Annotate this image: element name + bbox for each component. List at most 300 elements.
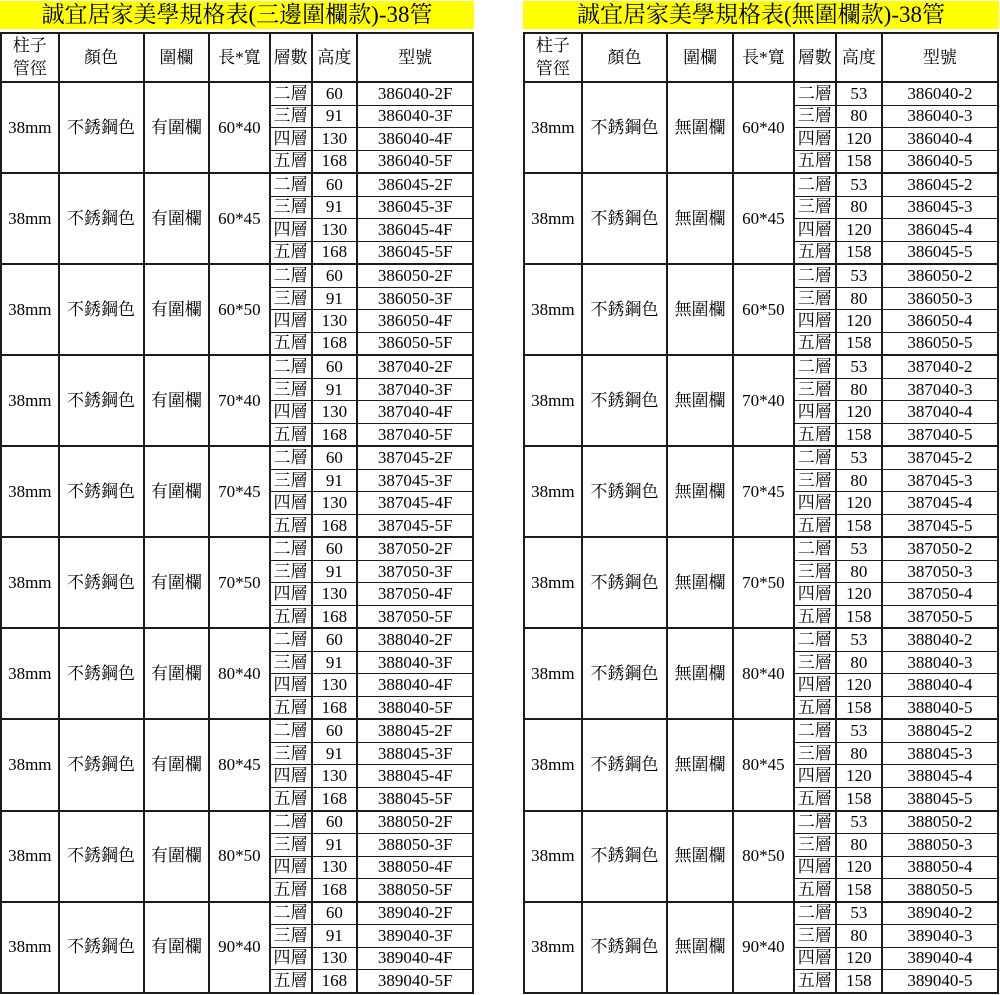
cell-size: 60*50 bbox=[733, 264, 794, 355]
cell-color: 不銹鋼色 bbox=[59, 719, 144, 810]
cell-height: 130 bbox=[312, 765, 358, 787]
cell-layers: 二層 bbox=[794, 173, 836, 196]
cell-model: 386040-2F bbox=[357, 82, 473, 105]
table-row-group-start bbox=[524, 811, 998, 834]
cell-layers: 五層 bbox=[794, 332, 836, 355]
cell-layers: 五層 bbox=[794, 150, 836, 173]
cell-height: 130 bbox=[312, 856, 358, 878]
cell-height: 91 bbox=[312, 196, 358, 218]
cell-height: 53 bbox=[836, 628, 882, 651]
cell-layers: 二層 bbox=[270, 264, 312, 287]
cell-height: 168 bbox=[312, 879, 358, 902]
cell-model: 387045-3 bbox=[882, 469, 998, 491]
cell-model: 386045-2 bbox=[882, 173, 998, 196]
cell-model: 388045-5F bbox=[357, 787, 473, 810]
cell-height: 168 bbox=[312, 332, 358, 355]
cell-size: 70*45 bbox=[209, 446, 269, 537]
cell-height: 158 bbox=[836, 787, 882, 810]
cell-model: 386040-5 bbox=[882, 150, 998, 173]
cell-fence: 有圍欄 bbox=[144, 811, 210, 902]
cell-height: 120 bbox=[836, 310, 882, 332]
cell-layers: 三層 bbox=[794, 378, 836, 400]
cell-height: 53 bbox=[836, 82, 882, 105]
cell-layers: 二層 bbox=[270, 811, 312, 834]
cell-fence: 無圍欄 bbox=[667, 355, 733, 446]
cell-height: 158 bbox=[836, 241, 882, 264]
cell-height: 158 bbox=[836, 605, 882, 628]
cell-color: 不銹鋼色 bbox=[582, 811, 667, 902]
cell-model: 388050-5 bbox=[882, 879, 998, 902]
cell-model: 386050-3F bbox=[357, 287, 473, 309]
cell-model: 388050-3F bbox=[357, 834, 473, 856]
cell-layers: 三層 bbox=[794, 743, 836, 765]
cell-fence: 有圍欄 bbox=[144, 719, 210, 810]
cell-layers: 五層 bbox=[794, 696, 836, 719]
spec-grid-fenced bbox=[0, 32, 474, 994]
cell-height: 120 bbox=[836, 492, 882, 514]
cell-height: 120 bbox=[836, 128, 882, 150]
cell-model: 387045-4 bbox=[882, 492, 998, 514]
cell-height: 80 bbox=[836, 469, 882, 491]
cell-diameter: 38mm bbox=[1, 537, 59, 628]
cell-fence: 無圍欄 bbox=[667, 537, 733, 628]
cell-height: 120 bbox=[836, 219, 882, 241]
cell-layers: 二層 bbox=[794, 719, 836, 742]
cell-color: 不銹鋼色 bbox=[582, 902, 667, 993]
col-header-layers: 層數 bbox=[270, 33, 312, 82]
cell-height: 91 bbox=[312, 378, 358, 400]
cell-height: 80 bbox=[836, 196, 882, 218]
cell-layers: 四層 bbox=[794, 856, 836, 878]
cell-diameter: 38mm bbox=[1, 82, 59, 173]
col-header-color: 顏色 bbox=[582, 33, 667, 82]
cell-height: 120 bbox=[836, 947, 882, 969]
cell-height: 80 bbox=[836, 925, 882, 947]
cell-diameter: 38mm bbox=[1, 628, 59, 719]
cell-color: 不銹鋼色 bbox=[59, 264, 144, 355]
cell-height: 130 bbox=[312, 219, 358, 241]
cell-height: 91 bbox=[312, 469, 358, 491]
cell-size: 70*45 bbox=[733, 446, 794, 537]
cell-model: 389040-4F bbox=[357, 947, 473, 969]
spec-table-no-fence bbox=[523, 1, 999, 994]
cell-layers: 五層 bbox=[794, 787, 836, 810]
cell-model: 386045-4 bbox=[882, 219, 998, 241]
cell-layers: 五層 bbox=[270, 970, 312, 993]
cell-layers: 四層 bbox=[270, 492, 312, 514]
cell-layers: 五層 bbox=[270, 696, 312, 719]
cell-layers: 二層 bbox=[794, 82, 836, 105]
cell-height: 158 bbox=[836, 332, 882, 355]
cell-layers: 三層 bbox=[794, 560, 836, 582]
cell-model: 387040-3 bbox=[882, 378, 998, 400]
cell-model: 387050-4 bbox=[882, 583, 998, 605]
table-row-group-start bbox=[524, 82, 998, 105]
cell-layers: 二層 bbox=[270, 355, 312, 378]
cell-fence: 有圍欄 bbox=[144, 537, 210, 628]
cell-layers: 二層 bbox=[794, 355, 836, 378]
cell-height: 130 bbox=[312, 492, 358, 514]
cell-diameter: 38mm bbox=[1, 719, 59, 810]
cell-model: 388045-4F bbox=[357, 765, 473, 787]
cell-height: 168 bbox=[312, 787, 358, 810]
cell-size: 80*50 bbox=[209, 811, 269, 902]
cell-size: 70*40 bbox=[209, 355, 269, 446]
cell-model: 386045-2F bbox=[357, 173, 473, 196]
cell-height: 120 bbox=[836, 856, 882, 878]
cell-height: 60 bbox=[312, 82, 358, 105]
cell-model: 388040-4 bbox=[882, 674, 998, 696]
cell-height: 91 bbox=[312, 560, 358, 582]
cell-model: 387045-5F bbox=[357, 514, 473, 537]
cell-height: 80 bbox=[836, 743, 882, 765]
cell-model: 388050-2 bbox=[882, 811, 998, 834]
cell-layers: 三層 bbox=[794, 105, 836, 127]
cell-layers: 二層 bbox=[794, 264, 836, 287]
cell-layers: 三層 bbox=[794, 469, 836, 491]
cell-color: 不銹鋼色 bbox=[59, 355, 144, 446]
cell-height: 168 bbox=[312, 423, 358, 446]
spec-table-three-side-fence bbox=[0, 1, 474, 994]
cell-layers: 三層 bbox=[794, 834, 836, 856]
cell-model: 386040-2 bbox=[882, 82, 998, 105]
cell-fence: 無圍欄 bbox=[667, 446, 733, 537]
cell-layers: 四層 bbox=[270, 128, 312, 150]
cell-model: 387040-3F bbox=[357, 378, 473, 400]
cell-layers: 二層 bbox=[794, 537, 836, 560]
cell-height: 120 bbox=[836, 583, 882, 605]
cell-size: 70*50 bbox=[733, 537, 794, 628]
cell-model: 387045-5 bbox=[882, 514, 998, 537]
cell-height: 53 bbox=[836, 355, 882, 378]
table-row-group-start bbox=[1, 902, 473, 925]
cell-model: 388050-4 bbox=[882, 856, 998, 878]
cell-diameter: 38mm bbox=[1, 446, 59, 537]
cell-model: 387040-2 bbox=[882, 355, 998, 378]
cell-height: 168 bbox=[312, 150, 358, 173]
cell-diameter: 38mm bbox=[1, 902, 59, 993]
cell-model: 388045-2 bbox=[882, 719, 998, 742]
cell-height: 130 bbox=[312, 128, 358, 150]
cell-model: 386050-3 bbox=[882, 287, 998, 309]
cell-layers: 三層 bbox=[270, 378, 312, 400]
cell-height: 80 bbox=[836, 105, 882, 127]
cell-model: 387045-4F bbox=[357, 492, 473, 514]
col-header-size: 長*寬 bbox=[209, 33, 269, 82]
cell-color: 不銹鋼色 bbox=[582, 82, 667, 173]
cell-diameter: 38mm bbox=[1, 173, 59, 264]
cell-color: 不銹鋼色 bbox=[59, 628, 144, 719]
cell-size: 90*40 bbox=[209, 902, 269, 993]
cell-model: 388045-3 bbox=[882, 743, 998, 765]
cell-layers: 五層 bbox=[794, 879, 836, 902]
cell-model: 386050-4 bbox=[882, 310, 998, 332]
cell-model: 389040-4 bbox=[882, 947, 998, 969]
cell-size: 80*40 bbox=[209, 628, 269, 719]
cell-layers: 二層 bbox=[270, 719, 312, 742]
col-header-size: 長*寬 bbox=[733, 33, 794, 82]
cell-layers: 五層 bbox=[794, 605, 836, 628]
cell-diameter: 38mm bbox=[524, 82, 582, 173]
cell-layers: 四層 bbox=[794, 583, 836, 605]
cell-layers: 二層 bbox=[270, 902, 312, 925]
table-row-group-start bbox=[1, 264, 473, 287]
cell-height: 168 bbox=[312, 970, 358, 993]
cell-fence: 有圍欄 bbox=[144, 355, 210, 446]
cell-model: 386040-3 bbox=[882, 105, 998, 127]
cell-size: 60*40 bbox=[209, 82, 269, 173]
col-header-model: 型號 bbox=[882, 33, 998, 82]
cell-fence: 無圍欄 bbox=[667, 264, 733, 355]
cell-fence: 有圍欄 bbox=[144, 173, 210, 264]
cell-layers: 四層 bbox=[270, 310, 312, 332]
cell-size: 70*40 bbox=[733, 355, 794, 446]
cell-layers: 四層 bbox=[270, 219, 312, 241]
cell-height: 120 bbox=[836, 401, 882, 423]
cell-height: 60 bbox=[312, 719, 358, 742]
col-header-height: 高度 bbox=[312, 33, 358, 82]
col-header-fence: 圍欄 bbox=[667, 33, 733, 82]
table-row-group-start bbox=[524, 446, 998, 469]
cell-height: 80 bbox=[836, 378, 882, 400]
cell-model: 388040-3 bbox=[882, 651, 998, 673]
cell-layers: 四層 bbox=[794, 128, 836, 150]
cell-height: 168 bbox=[312, 605, 358, 628]
cell-layers: 四層 bbox=[270, 856, 312, 878]
cell-height: 53 bbox=[836, 446, 882, 469]
cell-model: 389040-2 bbox=[882, 902, 998, 925]
cell-color: 不銹鋼色 bbox=[582, 264, 667, 355]
cell-height: 80 bbox=[836, 651, 882, 673]
cell-fence: 無圍欄 bbox=[667, 811, 733, 902]
cell-layers: 三層 bbox=[270, 196, 312, 218]
cell-model: 386040-4F bbox=[357, 128, 473, 150]
cell-model: 387050-4F bbox=[357, 583, 473, 605]
cell-diameter: 38mm bbox=[524, 811, 582, 902]
cell-height: 60 bbox=[312, 355, 358, 378]
cell-model: 386045-5 bbox=[882, 241, 998, 264]
cell-fence: 無圍欄 bbox=[667, 82, 733, 173]
cell-model: 387040-5 bbox=[882, 423, 998, 446]
cell-model: 388045-4 bbox=[882, 765, 998, 787]
cell-layers: 三層 bbox=[270, 925, 312, 947]
col-header-diameter: 柱子管徑 bbox=[1, 33, 59, 82]
cell-model: 386050-2F bbox=[357, 264, 473, 287]
table-row-group-start bbox=[1, 82, 473, 105]
cell-model: 387045-2F bbox=[357, 446, 473, 469]
cell-height: 158 bbox=[836, 970, 882, 993]
cell-layers: 四層 bbox=[270, 765, 312, 787]
cell-layers: 四層 bbox=[794, 765, 836, 787]
table-row-group-start bbox=[524, 628, 998, 651]
cell-model: 387040-2F bbox=[357, 355, 473, 378]
cell-height: 130 bbox=[312, 583, 358, 605]
cell-size: 60*45 bbox=[209, 173, 269, 264]
cell-height: 168 bbox=[312, 514, 358, 537]
cell-model: 387050-5 bbox=[882, 605, 998, 628]
cell-layers: 四層 bbox=[270, 674, 312, 696]
table-row-group-start bbox=[1, 355, 473, 378]
cell-model: 389040-5 bbox=[882, 970, 998, 993]
table-row-group-start bbox=[1, 446, 473, 469]
cell-height: 120 bbox=[836, 765, 882, 787]
cell-model: 387045-2 bbox=[882, 446, 998, 469]
cell-height: 91 bbox=[312, 651, 358, 673]
table-row-group-start bbox=[524, 173, 998, 196]
cell-model: 389040-3F bbox=[357, 925, 473, 947]
cell-layers: 二層 bbox=[794, 811, 836, 834]
cell-layers: 五層 bbox=[270, 787, 312, 810]
cell-layers: 三層 bbox=[270, 834, 312, 856]
cell-layers: 四層 bbox=[794, 674, 836, 696]
cell-layers: 五層 bbox=[794, 970, 836, 993]
cell-model: 388045-2F bbox=[357, 719, 473, 742]
cell-layers: 五層 bbox=[794, 241, 836, 264]
cell-diameter: 38mm bbox=[1, 264, 59, 355]
cell-model: 388040-5 bbox=[882, 696, 998, 719]
cell-model: 387050-2F bbox=[357, 537, 473, 560]
cell-height: 130 bbox=[312, 674, 358, 696]
cell-model: 386045-3F bbox=[357, 196, 473, 218]
col-header-diameter: 柱子管徑 bbox=[524, 33, 582, 82]
spec-grid-unfenced bbox=[523, 32, 999, 994]
table-row-group-start bbox=[1, 811, 473, 834]
cell-fence: 有圍欄 bbox=[144, 82, 210, 173]
cell-model: 387050-5F bbox=[357, 605, 473, 628]
cell-model: 386045-4F bbox=[357, 219, 473, 241]
cell-height: 60 bbox=[312, 628, 358, 651]
cell-model: 389040-2F bbox=[357, 902, 473, 925]
cell-model: 387040-4 bbox=[882, 401, 998, 423]
cell-diameter: 38mm bbox=[524, 173, 582, 264]
cell-diameter: 38mm bbox=[524, 719, 582, 810]
cell-layers: 三層 bbox=[270, 651, 312, 673]
cell-layers: 四層 bbox=[270, 947, 312, 969]
cell-model: 388050-2F bbox=[357, 811, 473, 834]
cell-model: 386040-3F bbox=[357, 105, 473, 127]
cell-layers: 五層 bbox=[270, 514, 312, 537]
cell-layers: 五層 bbox=[794, 423, 836, 446]
cell-layers: 四層 bbox=[270, 583, 312, 605]
table-row-group-start bbox=[1, 173, 473, 196]
cell-layers: 四層 bbox=[794, 310, 836, 332]
cell-layers: 五層 bbox=[270, 605, 312, 628]
cell-color: 不銹鋼色 bbox=[59, 173, 144, 264]
cell-color: 不銹鋼色 bbox=[582, 173, 667, 264]
table-row-group-start bbox=[1, 719, 473, 742]
cell-height: 91 bbox=[312, 743, 358, 765]
cell-color: 不銹鋼色 bbox=[59, 82, 144, 173]
cell-layers: 三層 bbox=[270, 560, 312, 582]
cell-model: 386050-5 bbox=[882, 332, 998, 355]
cell-diameter: 38mm bbox=[1, 811, 59, 902]
cell-size: 60*45 bbox=[733, 173, 794, 264]
cell-diameter: 38mm bbox=[524, 628, 582, 719]
cell-model: 386045-3 bbox=[882, 196, 998, 218]
cell-model: 389040-3 bbox=[882, 925, 998, 947]
cell-height: 158 bbox=[836, 423, 882, 446]
col-header-layers: 層數 bbox=[794, 33, 836, 82]
cell-color: 不銹鋼色 bbox=[59, 537, 144, 628]
cell-size: 80*40 bbox=[733, 628, 794, 719]
cell-height: 158 bbox=[836, 696, 882, 719]
cell-height: 158 bbox=[836, 514, 882, 537]
cell-height: 60 bbox=[312, 446, 358, 469]
cell-height: 168 bbox=[312, 241, 358, 264]
cell-color: 不銹鋼色 bbox=[582, 355, 667, 446]
cell-diameter: 38mm bbox=[524, 537, 582, 628]
cell-height: 158 bbox=[836, 879, 882, 902]
cell-height: 91 bbox=[312, 287, 358, 309]
cell-layers: 二層 bbox=[794, 446, 836, 469]
cell-fence: 無圍欄 bbox=[667, 628, 733, 719]
cell-model: 388050-3 bbox=[882, 834, 998, 856]
table-row-group-start bbox=[1, 628, 473, 651]
cell-height: 80 bbox=[836, 560, 882, 582]
table-title-fenced: 誠宜居家美學規格表(三邊圍欄款)-38管 bbox=[0, 1, 474, 29]
col-header-model: 型號 bbox=[357, 33, 473, 82]
cell-layers: 四層 bbox=[794, 492, 836, 514]
cell-layers: 二層 bbox=[270, 628, 312, 651]
cell-color: 不銹鋼色 bbox=[582, 446, 667, 537]
cell-diameter: 38mm bbox=[1, 355, 59, 446]
cell-diameter: 38mm bbox=[524, 446, 582, 537]
cell-height: 60 bbox=[312, 811, 358, 834]
cell-diameter: 38mm bbox=[524, 902, 582, 993]
cell-model: 387040-5F bbox=[357, 423, 473, 446]
cell-model: 386040-5F bbox=[357, 150, 473, 173]
cell-layers: 五層 bbox=[794, 514, 836, 537]
cell-model: 387050-3 bbox=[882, 560, 998, 582]
cell-height: 53 bbox=[836, 719, 882, 742]
cell-layers: 五層 bbox=[270, 423, 312, 446]
cell-layers: 五層 bbox=[270, 879, 312, 902]
cell-layers: 五層 bbox=[270, 241, 312, 264]
cell-layers: 三層 bbox=[794, 651, 836, 673]
cell-size: 60*40 bbox=[733, 82, 794, 173]
cell-model: 386050-4F bbox=[357, 310, 473, 332]
cell-model: 388050-4F bbox=[357, 856, 473, 878]
cell-height: 91 bbox=[312, 105, 358, 127]
cell-layers: 三層 bbox=[270, 105, 312, 127]
cell-model: 388045-5 bbox=[882, 787, 998, 810]
cell-fence: 有圍欄 bbox=[144, 446, 210, 537]
table-row-group-start bbox=[524, 537, 998, 560]
cell-layers: 四層 bbox=[794, 401, 836, 423]
cell-diameter: 38mm bbox=[524, 355, 582, 446]
cell-model: 386050-5F bbox=[357, 332, 473, 355]
cell-height: 60 bbox=[312, 902, 358, 925]
cell-model: 389040-5F bbox=[357, 970, 473, 993]
cell-size: 60*50 bbox=[209, 264, 269, 355]
cell-layers: 二層 bbox=[270, 82, 312, 105]
cell-color: 不銹鋼色 bbox=[582, 719, 667, 810]
cell-height: 130 bbox=[312, 310, 358, 332]
cell-model: 388040-2F bbox=[357, 628, 473, 651]
cell-fence: 無圍欄 bbox=[667, 902, 733, 993]
cell-height: 60 bbox=[312, 264, 358, 287]
table-row-group-start bbox=[524, 355, 998, 378]
cell-layers: 四層 bbox=[794, 947, 836, 969]
cell-height: 60 bbox=[312, 173, 358, 196]
cell-layers: 五層 bbox=[270, 150, 312, 173]
cell-height: 120 bbox=[836, 674, 882, 696]
cell-model: 388040-4F bbox=[357, 674, 473, 696]
cell-color: 不銹鋼色 bbox=[582, 537, 667, 628]
cell-height: 168 bbox=[312, 696, 358, 719]
cell-model: 388040-5F bbox=[357, 696, 473, 719]
cell-layers: 三層 bbox=[794, 925, 836, 947]
